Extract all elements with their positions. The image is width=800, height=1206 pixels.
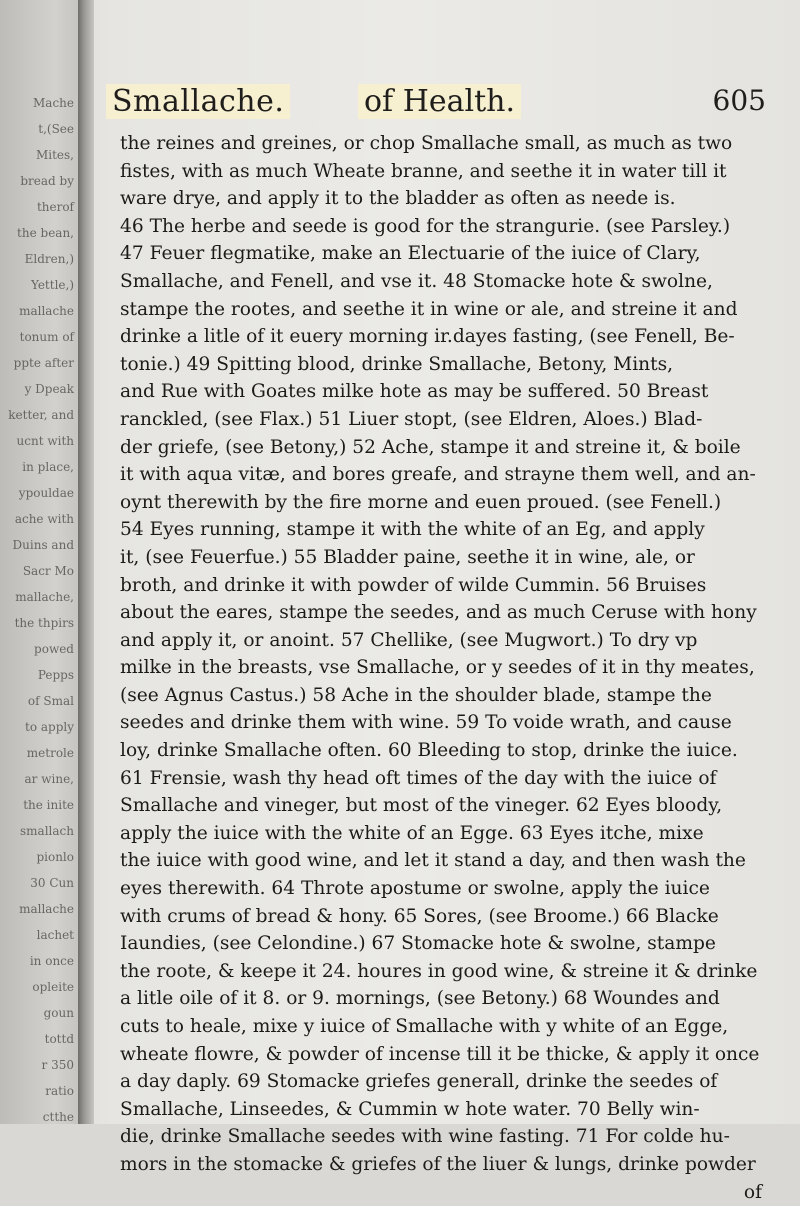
catchword: of (743, 1181, 762, 1203)
text-line: die, drinke Smallache seedes with wine fasting. 71 For colde hu- (120, 1126, 730, 1148)
bleed-through-text: Yettle,) (30, 278, 74, 292)
bleed-through-text: ache with (14, 512, 74, 526)
bleed-through-text: r 350 (41, 1058, 74, 1072)
facing-page-edge (0, 0, 78, 1124)
bleed-through-text: therof (36, 200, 74, 214)
page-number: 605 (712, 84, 766, 117)
text-line: mors in the stomacke & griefes of the liuer & lungs, drinke powder (120, 1153, 756, 1175)
text-line: Smallache and vineger, but most of the vineger. 62 Eyes bloody, (120, 795, 723, 817)
bleed-through-text: Mites, (35, 148, 74, 162)
text-line: seedes and drinke them with wine. 59 To voide wrath, and cause (120, 712, 732, 734)
bleed-through-text: to apply (25, 720, 74, 734)
text-line: wheate flowre, & powder of incense till it be thicke, & apply it once (120, 1043, 760, 1065)
running-title-mid: of Health. (358, 84, 521, 119)
bleed-through-text: ar wine, (24, 772, 74, 786)
text-line: it, (see Feuerfue.) 55 Bladder paine, seethe it in wine, ale, or (120, 546, 695, 568)
text-line: (see Agnus Castus.) 58 Ache in the shoulder blade, stampe the (120, 684, 712, 706)
bleed-through-text: mallache, (15, 590, 74, 604)
text-line: the iuice with good wine, and let it stand a day, and then wash the (120, 850, 746, 872)
bleed-through-text: the thpirs (14, 616, 74, 630)
text-line: 61 Frensie, wash thy head oft times of the day with the iuice of (120, 767, 717, 789)
text-line: with crums of bread & hony. 65 Sores, (see Broome.) 66 Blacke (120, 905, 719, 927)
book-gutter (78, 0, 94, 1124)
text-line: the roote, & keepe it 24. houres in good wine, & streine it & drinke (120, 960, 758, 982)
bleed-through-text: pionlo (36, 850, 74, 864)
text-line: stampe the rootes, and seethe it in wine or ale, and streine it and (120, 298, 738, 320)
bleed-through-text: Mache (33, 96, 74, 110)
text-line: and Rue with Goates milke hote as may be suffered. 50 Breast (120, 381, 709, 403)
text-line: tonie.) 49 Spitting blood, drinke Smallache, Betony, Mints, (120, 353, 674, 375)
text-line: the reines and greines, or chop Smallache small, as much as two (120, 133, 733, 154)
body-text (120, 130, 780, 1206)
bleed-through-text: opleite (32, 980, 74, 994)
text-line: der griefe, (see Betony,) 52 Ache, stampe it and streine it, & boile (120, 436, 741, 458)
bleed-through-text: t,(See (38, 122, 74, 136)
text-line: about the eares, stampe the seedes, and as much Ceruse with hony (120, 602, 757, 624)
bleed-through-text: lachet (36, 928, 74, 942)
bleed-through-text: Duins and (12, 538, 74, 552)
text-line: ranckled, (see Flax.) 51 Liuer stopt, (see Eldren, Aloes.) Blad- (120, 408, 703, 430)
text-line: drinke a litle of it euery morning ir.dayes fasting, (see Fenell, Be- (120, 326, 735, 348)
text-line: Iaundies, (see Celondine.) 67 Stomacke hote & swolne, stampe (120, 933, 716, 955)
bleed-through-text: smallach (20, 824, 74, 838)
text-line: 47 Feuer flegmatike, make an Electuarie of the iuice of Clary, (120, 243, 701, 265)
text-line: 54 Eyes running, stampe it with the white of an Eg, and apply (120, 519, 705, 541)
text-line: eyes therewith. 64 Throte apostume or swolne, apply the iuice (120, 878, 710, 900)
text-line: a day daply. 69 Stomacke griefes generall, drinke the seedes of (120, 1071, 718, 1093)
bleed-through-text: ypouldae (18, 486, 74, 500)
text-line: a litle oile of it 8. or 9. mornings, (see Betony.) 68 Woundes and (120, 988, 720, 1010)
bleed-through-text: ratio (45, 1084, 74, 1098)
text-line: milke in the breasts, vse Smallache, or y seedes of it in thy meates, (120, 657, 755, 679)
text-line: loy, drinke Smallache often. 60 Bleeding to stop, drinke the iuice. (120, 740, 738, 762)
bleed-through-text: ctthe (42, 1110, 74, 1124)
text-line: 46 The herbe and seede is good for the strangurie. (see Parsley.) (120, 215, 731, 237)
bleed-through-text: Pepps (37, 668, 74, 682)
text-line: Smallache, and Fenell, and vse it. 48 Stomacke hote & swolne, (120, 270, 713, 292)
page-header (100, 84, 780, 126)
text-line: oynt therewith by the fire morne and euen proued. (see Fenell.) (120, 491, 722, 513)
text-line: ware drye, and apply it to the bladder as often as neede is. (120, 188, 676, 210)
bleed-through-text: Sacr Mo (22, 564, 74, 578)
bleed-through-text: in once (29, 954, 74, 968)
bleed-through-text: the inite (23, 798, 74, 812)
bleed-through-text: in place, (22, 460, 74, 474)
bleed-through-text: 30 Cun (30, 876, 74, 890)
text-line: cuts to heale, mixe y iuice of Smallache with y white of an Egge, (120, 1016, 729, 1037)
text-line: and apply it, or anoint. 57 Chellike, (see Mugwort.) To dry vp (120, 629, 698, 651)
bleed-through-text: ketter, and (8, 408, 74, 422)
text-line: Smallache, Linseedes, & Cummin w hote water. 70 Belly win- (120, 1098, 700, 1120)
bleed-through-text: powed (34, 642, 74, 656)
text-line: it with aqua vitæ, and bores greafe, and strayne them well, and an- (120, 464, 756, 486)
bleed-through-text: mallache (19, 304, 74, 318)
bleed-through-text: mallache (19, 902, 74, 916)
running-title-left: Smallache. (106, 84, 290, 119)
bleed-through-text: of Smal (27, 694, 74, 708)
bleed-through-text: bread by (20, 174, 74, 188)
bleed-through-text: tonum of (19, 330, 74, 344)
bleed-through-text: tottd (44, 1032, 74, 1046)
text-line: broth, and drinke it with powder of wilde Cummin. 56 Bruises (120, 574, 707, 596)
bleed-through-text: ucnt with (16, 434, 74, 448)
bleed-through-text: metrole (26, 746, 74, 760)
bleed-through-text: the bean, (17, 226, 74, 240)
bleed-through-text: y Dpeak (24, 382, 74, 396)
bleed-through-text: goun (43, 1006, 74, 1020)
text-line: apply the iuice with the white of an Egge. 63 Eyes itche, mixe (120, 822, 704, 844)
text-line: fistes, with as much Wheate branne, and seethe it in water till it (120, 160, 727, 182)
bleed-through-text: Eldren,) (24, 252, 74, 266)
bleed-through-text: ppte after (13, 356, 74, 370)
